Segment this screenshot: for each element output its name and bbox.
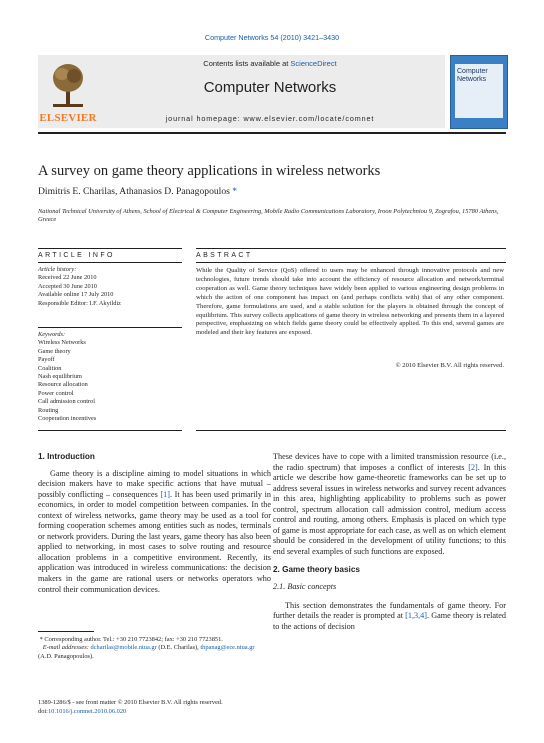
keyword-item: Power control — [38, 389, 74, 397]
email-owner: (A.D. Panagopoulos). — [38, 652, 94, 660]
reference-link[interactable]: [1,3,4] — [405, 611, 427, 621]
keyword-item: Payoff — [38, 356, 55, 364]
sec21-text-b: . Game theory is related to the actions of decision — [273, 611, 506, 631]
elsevier-wordmark: ELSEVIER — [39, 112, 97, 124]
article-history — [38, 266, 182, 308]
keyword-item: Routing — [38, 406, 59, 414]
article-authors — [38, 186, 508, 197]
abstract-rule-bottom — [196, 430, 506, 431]
abstract-heading: ABSTRACT — [196, 252, 253, 259]
issn-doi-block — [38, 699, 268, 716]
homepage-prefix: journal homepage: — [165, 114, 244, 123]
corresponding-author-mark[interactable]: * — [229, 186, 238, 197]
email-label: E-mail addresses: — [42, 644, 91, 652]
abstract-rule-top — [196, 248, 506, 249]
sciencedirect-link[interactable]: ScienceDirect — [290, 59, 337, 68]
article-info-rule — [38, 262, 182, 263]
email-link[interactable]: thpanag@ece.ntua.gr — [200, 644, 255, 652]
history-received: Received 22 June 2010 — [38, 274, 97, 282]
journal-cover-thumbnail — [450, 55, 508, 129]
section-heading-game-theory-basics: 2. Game theory basics — [273, 565, 360, 575]
keyword-item: Nash equilibrium — [38, 373, 82, 381]
journal-citation[interactable]: Computer Networks 54 (2010) 3421–3430 — [204, 33, 340, 42]
spacer — [273, 593, 506, 601]
subsection-heading-basic-concepts: 2.1. Basic concepts — [273, 582, 337, 592]
cover-line-2: Networks — [457, 75, 487, 83]
intro-text-b: . It has been used primarily in economics, in order to model competition between companies. In the context of wireless networks, game theory may be used as a tool for forming cooperation schemes among entities such as nodes, terminals or network providers. During the last years, game theory has also been applied to networking, in most cases to solve routing and resource allocation problems in a competitive environment. Recently, its application was introduced in wireless communications: the decision makers in the game are rational users or networks operators who control their communication devices. — [38, 489, 272, 594]
article-title: A survey on game theory applications in wireless networks — [38, 163, 381, 179]
col2-text-b: . In this article we describe how game-theoretic frameworks can be set up to address several issues in wireless networks and survey recent advances in this area, highlighting applicability to problems such as power control, spectrum allocation call admission control, medium access control and routing, among others. Emphasis is placed on which type of game is most appropriate for each case, as well as on which element should be considered in the development of utility functions; to this end several examples of such functions are exposed. — [273, 462, 506, 556]
article-info-rule-bottom — [38, 430, 182, 431]
footnote-rule — [38, 631, 94, 632]
intro-text-a: Game theory is a discipline aiming to model situations in which decision makers have to make specific actions that have mutual – possibly conflicting – consequences — [38, 468, 271, 499]
corresponding-author-footnote — [38, 636, 268, 661]
abstract-rule — [196, 262, 506, 263]
cover-title — [457, 68, 488, 83]
journal-title: Computer Networks — [203, 79, 337, 96]
keyword-item: Coalition — [38, 364, 62, 372]
elsevier-tree-logo-icon — [51, 62, 85, 108]
keyword-item: Call admission control — [38, 398, 96, 406]
doi-label: doi: — [38, 707, 48, 715]
footnote-mark: * — [39, 636, 43, 643]
keywords-rule — [38, 327, 182, 328]
col2-text-a: These devices have to cope with a limited transmission resource (i.e., the radio spectrum) that imposes a conflict of interests — [273, 452, 506, 472]
col2-paragraph — [273, 452, 506, 557]
email-link[interactable]: dcharilas@mobile.ntua.gr — [90, 644, 157, 652]
contents-available-line — [100, 59, 440, 68]
sec21-text-a: This section demonstrates the fundamentals of game theory. For further details the reader is prompted at — [273, 600, 506, 621]
history-accepted: Accepted 30 June 2010 — [38, 282, 97, 290]
homepage-url[interactable]: www.elsevier.com/locate/comnet — [243, 114, 375, 123]
keyword-item: Cooperation incentives — [38, 415, 97, 423]
article-info-rule-top — [38, 248, 182, 249]
keyword-item: Wireless Networks — [38, 339, 86, 347]
keywords-label: Keywords: — [38, 331, 66, 338]
basic-concepts-paragraph — [273, 601, 506, 633]
body-column-right — [273, 452, 506, 632]
keywords-list — [38, 331, 182, 423]
header-rule — [38, 132, 506, 134]
email-owner: (D.E. Charilas), — [156, 644, 201, 652]
history-editor: Responsible Editor: I.F. Akyildiz — [38, 299, 121, 307]
abstract-text: While the Quality of Service (QoS) offered to users may be enhanced through innovative protocols and new technologies, future trends should take into account the efficiency of resource allocation and network/terminal cooperation as well. Game theory techniques have widely been applied to various engineering design problems in which the action of one component has impact on (and perhaps conflicts with) that of any other component. Therefore, game formulations are used, and a stable solution for the players is obtained through the concept of equilibrium. This survey collects applications of game theory in wireless networking and presents them in a layered perspective, emphasizing on which fields game theory could be effectively applied. To this end, several games are modeled and their key features are exposed. — [196, 267, 504, 337]
intro-paragraph — [38, 469, 271, 596]
spacer — [273, 557, 506, 565]
body-column-left — [38, 452, 271, 595]
cover-line-1: Computer — [457, 68, 488, 75]
article-affiliation: National Technical University of Athens, School of Electrical & Computer Engineering, Mobile Radio Communications Laboratory, Iroon Polytechniou 9, Zografou, 15780 Athens, Greece — [38, 208, 499, 224]
contents-prefix: Contents lists available at — [203, 59, 291, 68]
reference-link[interactable]: [2] — [468, 462, 478, 472]
author-names: Dimitris E. Charilas, Athanasios D. Panagopoulos — [38, 186, 230, 197]
article-info-heading: ARTICLE INFO — [38, 252, 115, 259]
journal-homepage-line — [100, 114, 440, 123]
section-heading-introduction: 1. Introduction — [38, 452, 95, 461]
keyword-item: Game theory — [38, 347, 71, 355]
reference-link[interactable]: [1] — [160, 489, 170, 499]
history-online: Available online 17 July 2010 — [38, 291, 114, 299]
keyword-item: Resource allocation — [38, 381, 88, 389]
issn-line: 1389-1286/$ - see front matter © 2010 Elsevier B.V. All rights reserved. — [38, 699, 223, 706]
abstract-copyright: © 2010 Elsevier B.V. All rights reserved. — [395, 362, 504, 369]
doi-link[interactable]: 10.1016/j.comnet.2010.06.020 — [47, 707, 127, 715]
footnote-contact: Corresponding author. Tel.: +30 210 7723842; fax: +30 210 7723851. — [42, 636, 223, 643]
history-label: Article history: — [38, 266, 77, 273]
